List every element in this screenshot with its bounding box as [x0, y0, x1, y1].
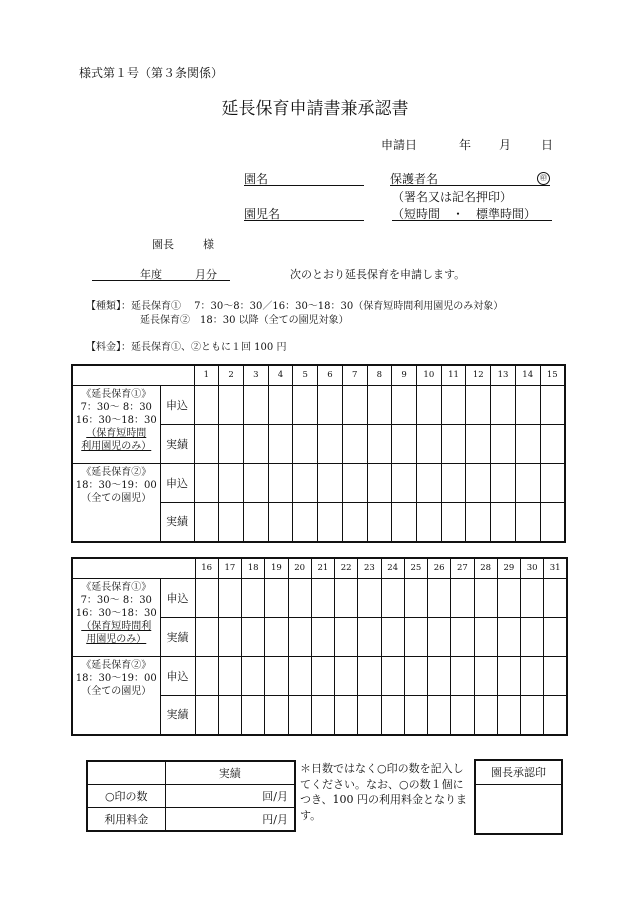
day-header: 27: [451, 558, 474, 579]
day-cell[interactable]: [265, 696, 288, 735]
day-cell[interactable]: [521, 579, 544, 618]
day-cell[interactable]: [242, 618, 265, 657]
day-cell[interactable]: [367, 386, 392, 425]
types-label: 【種類】: [86, 301, 121, 312]
day-cell[interactable]: [466, 503, 491, 542]
day-header: 21: [311, 558, 334, 579]
day-cell[interactable]: [335, 657, 358, 696]
day-cell[interactable]: [358, 579, 381, 618]
service1-label: [72, 386, 160, 464]
types-line2: 延長保育② 18：30 以降（全ての園児対象）: [140, 315, 349, 326]
day-cell[interactable]: [540, 425, 565, 464]
day-header: 11: [441, 365, 466, 386]
summary-table: [86, 760, 296, 832]
day-cell[interactable]: [242, 579, 265, 618]
day-cell[interactable]: [342, 503, 367, 542]
day-cell[interactable]: [392, 464, 417, 503]
row-label-actual: 実績: [160, 618, 195, 657]
day-cell[interactable]: [474, 696, 497, 735]
page-title: 延長保育申請書兼承認書: [221, 99, 409, 119]
day-cell[interactable]: [416, 425, 441, 464]
day-cell[interactable]: [265, 657, 288, 696]
day-cell[interactable]: [194, 464, 219, 503]
day-cell[interactable]: [515, 464, 540, 503]
row-label-apply: 申込: [160, 464, 194, 503]
day-cell[interactable]: [404, 657, 427, 696]
day-header: 26: [428, 558, 451, 579]
day-cell[interactable]: [243, 464, 268, 503]
day-cell[interactable]: [521, 657, 544, 696]
schedule-table-2: [71, 557, 568, 736]
day-header: 4: [268, 365, 293, 386]
header-corner: [72, 365, 194, 386]
day-cell[interactable]: [288, 618, 311, 657]
date-label: 申請日: [381, 138, 418, 152]
service1-label-line: 利用園児のみ）: [81, 441, 152, 452]
day-cell[interactable]: [497, 618, 520, 657]
day-cell[interactable]: [293, 464, 318, 503]
day-cell[interactable]: [219, 386, 244, 425]
service2-apply-row: [72, 657, 567, 696]
service2-label-line: （全ての園児）: [81, 493, 152, 504]
day-cell[interactable]: [342, 464, 367, 503]
day-cell[interactable]: [392, 386, 417, 425]
request-text: 次のとおり延長保育を申請します。: [290, 268, 466, 281]
day-cell[interactable]: [358, 618, 381, 657]
date-year: 年: [459, 138, 472, 152]
day-cell[interactable]: [466, 464, 491, 503]
day-cell[interactable]: [441, 386, 466, 425]
day-cell[interactable]: [441, 425, 466, 464]
day-header: 6: [318, 365, 343, 386]
day-cell[interactable]: [243, 503, 268, 542]
day-cell[interactable]: [194, 386, 219, 425]
day-header: 5: [293, 365, 318, 386]
day-cell[interactable]: [491, 503, 516, 542]
day-cell[interactable]: [466, 386, 491, 425]
day-cell[interactable]: [218, 618, 241, 657]
day-cell[interactable]: [268, 386, 293, 425]
fee-text: ：延長保育①、②ともに１回 100 円: [121, 342, 287, 353]
child-name-field[interactable]: [244, 205, 364, 221]
day-cell[interactable]: [404, 579, 427, 618]
day-header: 29: [497, 558, 520, 579]
day-cell[interactable]: [195, 696, 218, 735]
day-cell[interactable]: [335, 579, 358, 618]
day-cell[interactable]: [265, 618, 288, 657]
guardian-name-field[interactable]: [390, 170, 550, 186]
day-cell[interactable]: [491, 425, 516, 464]
day-cell[interactable]: [265, 579, 288, 618]
day-cell[interactable]: [428, 618, 451, 657]
day-header: 28: [474, 558, 497, 579]
types-line-1: [86, 297, 503, 312]
day-cell[interactable]: [293, 425, 318, 464]
child-name-label: 園児名: [244, 207, 281, 221]
day-cell[interactable]: [243, 386, 268, 425]
day-cell[interactable]: [311, 657, 334, 696]
day-cell[interactable]: [367, 425, 392, 464]
day-cell[interactable]: [540, 503, 565, 542]
day-cell[interactable]: [521, 696, 544, 735]
schedule-table-1: [71, 364, 566, 543]
row-label-apply: 申込: [160, 579, 195, 618]
day-cell[interactable]: [342, 425, 367, 464]
day-cell[interactable]: [288, 696, 311, 735]
nursery-name-field[interactable]: [244, 170, 364, 186]
fee-label: 【料金】: [86, 342, 121, 353]
day-header: 3: [243, 365, 268, 386]
day-cell[interactable]: [218, 657, 241, 696]
summary-count-cell[interactable]: 回/月: [165, 785, 295, 808]
day-cell[interactable]: [428, 657, 451, 696]
day-cell[interactable]: [416, 386, 441, 425]
day-header: 10: [416, 365, 441, 386]
day-cell[interactable]: [404, 618, 427, 657]
day-header: 7: [342, 365, 367, 386]
seal-icon: ㊞: [537, 172, 550, 185]
day-cell[interactable]: [195, 579, 218, 618]
day-cell[interactable]: [497, 579, 520, 618]
day-cell[interactable]: [428, 696, 451, 735]
day-cell[interactable]: [491, 464, 516, 503]
day-cell[interactable]: [404, 696, 427, 735]
row-label-actual: 実績: [160, 425, 194, 464]
day-cell[interactable]: [544, 579, 567, 618]
day-cell[interactable]: [218, 696, 241, 735]
service2-label-line: 18：30～19：00: [75, 673, 157, 684]
service1-apply-row: [72, 386, 565, 425]
day-cell[interactable]: [243, 425, 268, 464]
day-cell[interactable]: [451, 696, 474, 735]
fiscal-year-label: 年度: [140, 268, 162, 281]
day-header-row: [72, 365, 565, 386]
day-cell[interactable]: [358, 657, 381, 696]
day-cell[interactable]: [242, 657, 265, 696]
service1-label-line: 《延長保育①》: [81, 582, 152, 593]
types-line1: ：延長保育① 7：30～8：30／16：30～18：30（保育短時間利用園児のみ対象）: [121, 301, 504, 312]
day-cell[interactable]: [335, 618, 358, 657]
service1-label-line: 《延長保育①》: [81, 389, 152, 400]
day-cell[interactable]: [544, 657, 567, 696]
service1-label-line: （保育短時間: [86, 428, 147, 439]
day-cell[interactable]: [497, 696, 520, 735]
day-cell[interactable]: [451, 618, 474, 657]
day-cell[interactable]: [268, 503, 293, 542]
day-cell[interactable]: [474, 579, 497, 618]
service2-label-line: 《延長保育②》: [81, 660, 152, 671]
day-cell[interactable]: [367, 464, 392, 503]
day-cell[interactable]: [195, 618, 218, 657]
service2-label: [72, 657, 160, 735]
day-header: 19: [265, 558, 288, 579]
day-cell[interactable]: [311, 579, 334, 618]
day-header: 23: [358, 558, 381, 579]
service1-label-line: 7：30～ 8：30: [80, 595, 152, 606]
row-label-apply: 申込: [160, 386, 194, 425]
day-header: 14: [515, 365, 540, 386]
day-header: 31: [544, 558, 567, 579]
day-cell[interactable]: [335, 696, 358, 735]
day-header: 13: [491, 365, 516, 386]
period-field[interactable]: [92, 266, 230, 281]
day-header: 12: [466, 365, 491, 386]
day-header: 8: [367, 365, 392, 386]
day-cell[interactable]: [311, 618, 334, 657]
day-cell[interactable]: [416, 464, 441, 503]
day-cell[interactable]: [544, 696, 567, 735]
day-cell[interactable]: [242, 696, 265, 735]
day-header: 20: [288, 558, 311, 579]
day-cell[interactable]: [381, 618, 404, 657]
service2-label-line: （全ての園児）: [81, 686, 152, 697]
day-cell[interactable]: [381, 696, 404, 735]
approval-stamp-box[interactable]: [474, 759, 563, 835]
day-header: 24: [381, 558, 404, 579]
service1-apply-row: [72, 579, 567, 618]
day-cell[interactable]: [466, 425, 491, 464]
day-cell[interactable]: [218, 579, 241, 618]
day-cell[interactable]: [381, 657, 404, 696]
day-cell[interactable]: [288, 579, 311, 618]
day-cell[interactable]: [441, 503, 466, 542]
day-cell[interactable]: [219, 503, 244, 542]
row-label-apply: 申込: [160, 657, 195, 696]
day-cell[interactable]: [318, 425, 343, 464]
notice-text: ＊日数ではなく○印の数を記入してください。なお、○の数１個につき、100 円の利用料金となります。: [300, 762, 468, 822]
day-cell[interactable]: [311, 696, 334, 735]
service1-label-line: 7：30～ 8：30: [80, 402, 152, 413]
day-cell[interactable]: [293, 503, 318, 542]
service1-label: [72, 579, 160, 657]
day-header-row: [72, 558, 567, 579]
day-cell[interactable]: [441, 464, 466, 503]
day-header: 22: [335, 558, 358, 579]
day-cell[interactable]: [451, 579, 474, 618]
day-cell[interactable]: [194, 503, 219, 542]
day-cell[interactable]: [219, 464, 244, 503]
day-cell[interactable]: [515, 503, 540, 542]
day-cell[interactable]: [342, 386, 367, 425]
guardian-name-label: 保護者名: [390, 172, 439, 186]
header-corner: [72, 558, 195, 579]
day-header: 18: [242, 558, 265, 579]
service2-label: [72, 464, 160, 542]
day-cell[interactable]: [544, 618, 567, 657]
summary-header: 実績: [165, 761, 295, 785]
sign-note: （署名又は記名押印）: [392, 190, 513, 204]
service1-label-line: 用園児のみ）: [86, 634, 147, 645]
day-cell[interactable]: [392, 425, 417, 464]
summary-count-label: ○印の数: [87, 785, 165, 808]
day-header: 2: [219, 365, 244, 386]
day-header: 16: [195, 558, 218, 579]
summary-fee-label: 利用料金: [87, 808, 165, 832]
director-label: 園長: [152, 238, 174, 251]
day-header: 30: [521, 558, 544, 579]
day-cell[interactable]: [521, 618, 544, 657]
approval-label: 園長承認印: [476, 761, 561, 785]
date-day: 日: [541, 138, 554, 152]
summary-fee-cell[interactable]: 円/月: [165, 808, 295, 832]
day-cell[interactable]: [491, 386, 516, 425]
day-cell[interactable]: [416, 503, 441, 542]
nursery-name-label: 園名: [244, 172, 269, 186]
day-cell[interactable]: [293, 386, 318, 425]
date-month: 月: [499, 138, 512, 152]
day-cell[interactable]: [318, 503, 343, 542]
day-cell[interactable]: [219, 425, 244, 464]
day-cell[interactable]: [428, 579, 451, 618]
day-cell[interactable]: [318, 386, 343, 425]
director-honorific: 様: [203, 238, 214, 251]
month-label: 月分: [195, 268, 217, 281]
day-header: 9: [392, 365, 417, 386]
day-header: 1: [194, 365, 219, 386]
service1-label-line: 16：30～18：30: [75, 415, 157, 426]
day-header: 25: [404, 558, 427, 579]
day-cell[interactable]: [540, 386, 565, 425]
day-cell[interactable]: [318, 464, 343, 503]
day-cell[interactable]: [540, 464, 565, 503]
time-type-selector[interactable]: （短時間 ・ 標準時間）: [392, 205, 552, 221]
service2-apply-row: [72, 464, 565, 503]
day-cell[interactable]: [288, 657, 311, 696]
day-cell[interactable]: [515, 425, 540, 464]
row-label-actual: 実績: [160, 503, 194, 542]
day-header: 17: [218, 558, 241, 579]
day-cell[interactable]: [268, 425, 293, 464]
day-cell[interactable]: [194, 425, 219, 464]
day-cell[interactable]: [358, 696, 381, 735]
day-cell[interactable]: [268, 464, 293, 503]
day-cell[interactable]: [367, 503, 392, 542]
form-number: 様式第１号（第３条関係）: [79, 66, 224, 80]
day-cell[interactable]: [515, 386, 540, 425]
day-cell[interactable]: [195, 657, 218, 696]
row-label-actual: 実績: [160, 696, 195, 735]
day-cell[interactable]: [474, 618, 497, 657]
fee-line: [86, 338, 286, 353]
day-header: 15: [540, 365, 565, 386]
service2-label-line: 《延長保育②》: [81, 467, 152, 478]
day-cell[interactable]: [392, 503, 417, 542]
service1-label-line: 16：30～18：30: [75, 608, 157, 619]
service1-label-line: （保育短時間利: [81, 621, 152, 632]
summary-corner: [87, 761, 165, 785]
day-cell[interactable]: [474, 657, 497, 696]
day-cell[interactable]: [451, 657, 474, 696]
day-cell[interactable]: [497, 657, 520, 696]
day-cell[interactable]: [381, 579, 404, 618]
service2-label-line: 18：30～19：00: [75, 480, 157, 491]
